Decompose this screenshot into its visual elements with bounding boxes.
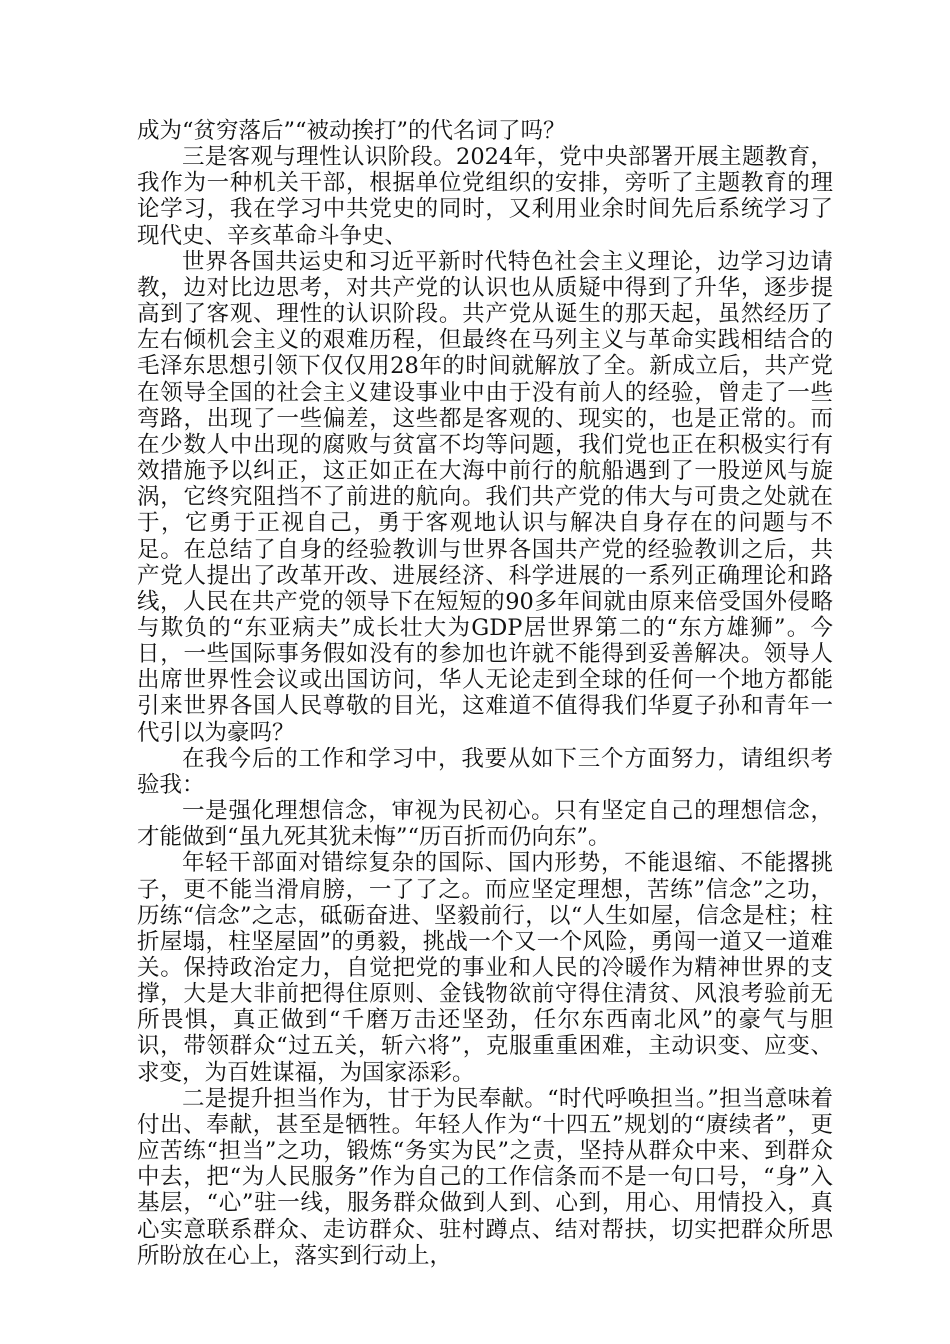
paragraph-3: 世界各国共运史和习近平新时代特色社会主义理论，边学习边请教，边对比边思考，对共产党的认识也从质疑中得到了升华，逐步提高到了客观、理性的认识阶段。共产党从诞生的那天起，虽然经历了左右倾机会主义的艰难历程，但最终在马列主义与革命实践相结合的毛泽东思想引领下仅仅用28年的时间就解放了全。新成立后，共产党在领导全国的社会主义建设事业中由于没有前人的经验，曾走了一些弯路，出现了一些偏差，这些都是客观的、现实的，也是正常的。而在少数人中出现的腐败与贫富不均等问题，我们党也正在积极实行有效措施予以纠正，这正如正在大海中前行的航船遇到了一股逆风与旋涡，它终究阻挡不了前进的航向。我们共产党的伟大与可贵之处就在于，它勇于正视自己，勇于客观地认识与解决自身存在的问题与不足。在总结了自身的经验教训与世界各国共产党的经验教训之后，共产党人提出了改革开改、进展经济、科学进展的一系列正确理论和路线，人民在共产党的领导下在短短的90多年间就由原来倍受国外侵略与欺负的“东亚病夫”成长壮大为GDP居世界第二的“东方雄狮”。今日，一些国际事务假如没有的参加也许就不能得到妥善解决。领导人出席世界性会议或出国访问，华人无论走到全球的任何一个地方都能引来世界各国人民尊敬的目光，这难道不值得我们华夏子孙和青年一代引以为豪吗？ [137, 248, 833, 746]
paragraph-6: 年轻干部面对错综复杂的国际、国内形势，不能退缩、不能撂挑子，更不能当滑肩膀，一了了之。而应坚定理想，苦练”信念”之功，历练“信念”之志，砥砺奋进、坚毅前行，以“人生如屋，信念是柱；柱折屋塌，柱坚屋固”的勇毅，挑战一个又一个风险，勇闯一道又一道难关。保持政治定力，自觉把党的事业和人民的冷暖作为精神世界的支撑，大是大非前把得住原则、金钱物欲前守得住清贫、风浪考验前无所畏惧，真正做到“千磨万击还坚劲，任尔东西南北风”的豪气与胆识，带领群众“过五关，斩六将”，克服重重困难，主动识变、应变、求变，为百姓谋福，为国家添彩。 [137, 850, 833, 1086]
paragraph-2: 三是客观与理性认识阶段。2024年，党中央部署开展主题教育，我作为一种机关干部，根据单位党组织的安排，旁听了主题教育的理论学习，我在学习中共党史的同时，又利用业余时间先后系统学习了现代史、辛亥革命斗争史、 [137, 144, 833, 249]
document-page [137, 118, 833, 1269]
paragraph-7: 二是提升担当作为，甘于为民奉献。“时代呼唤担当。”担当意味着付出、奉献，甚至是牺牲。年轻人作为“十四五”规划的“赓续者”，更应苦练“担当”之功，锻炼“务实为民”之责，坚持从群众中来、到群众中去，把“为人民服务”作为自己的工作信条而不是一句口号，“身”入基层，“心”驻一线，服务群众做到人到、心到，用心、用情投入，真心实意联系群众、走访群众、驻村蹲点、结对帮扶，切实把群众所思所盼放在心上，落实到行动上， [137, 1085, 833, 1269]
paragraph-4: 在我今后的工作和学习中，我要从如下三个方面努力，请组织考验我： [137, 745, 833, 798]
paragraph-1: 成为“贫穷落后”“被动挨打”的代名词了吗？ [137, 118, 566, 144]
paragraph-5: 一是强化理想信念，审视为民初心。只有坚定自己的理想信念，才能做到“虽九死其犹未悔”“历百折而仍向东”。 [137, 798, 833, 851]
